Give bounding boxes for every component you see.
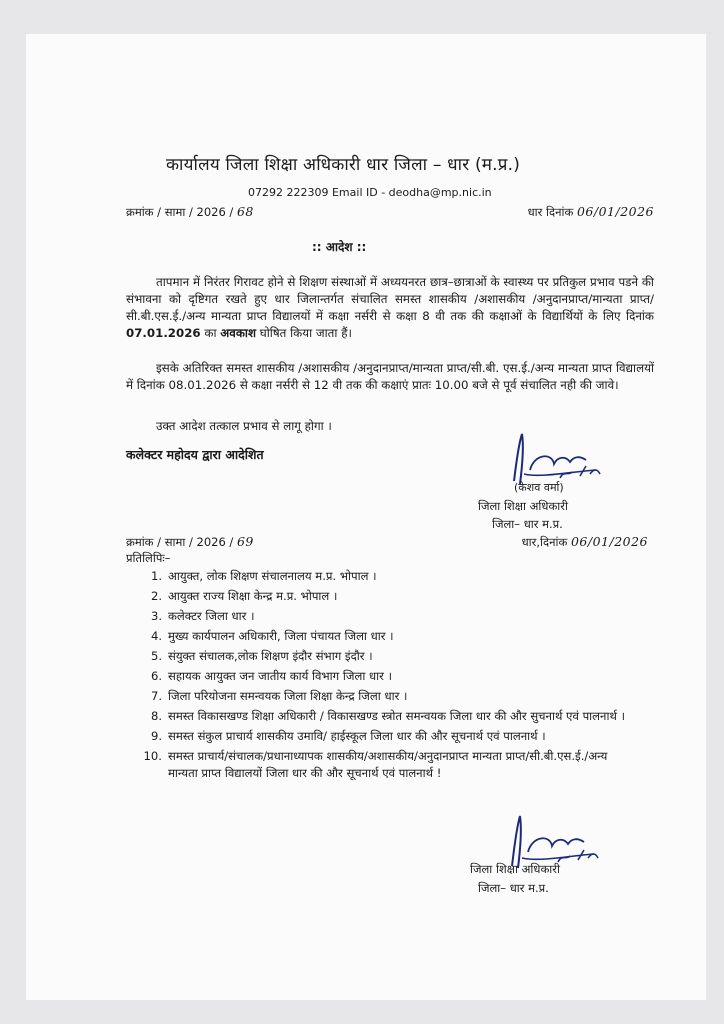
paragraph-3: उक्त आदेश तत्काल प्रभाव से लागू होगा । [156, 419, 332, 433]
copy-ref-prefix: क्रमांक / सामा / 2026 / [126, 535, 234, 549]
list-item: 1. आयुक्त, लोक शिक्षण संचालनालय म.प्र. भोपाल । [150, 569, 377, 583]
list-item: 2. आयुक्त राज्य शिक्षा केन्द्र म.प्र. भोपाल । [150, 589, 338, 603]
signatory-post-2: जिला शिक्षा अधिकारी [470, 862, 560, 876]
office-title: कार्यालय जिला शिक्षा अधिकारी धार जिला – धार (म.प्र.) [166, 155, 521, 175]
contact-line: 07292 222309 Email ID - deodha@mp.nic.in [248, 186, 492, 199]
paragraph-2: इसके अतिरिक्त समस्त शासकीय /अशासकीय /अनुदानप्राप्त/मान्यता प्राप्त/सी.बी. एस.ई./अन्य मान्यता प्राप्त विद्यालयों में दिनांक 08.01.2026 से कक्षा नर्सरी से 12 वी तक की कक्षाएं प्रातः 10.00 बजे से पूर्व संचालित नही की जावे। [126, 361, 654, 392]
list-item: 9. समस्त संकुल प्राचार्य शासकीय उमावि/ हाईस्कूल जिला धार की और सूचनार्थ एवं पालनार्थ । [150, 729, 546, 743]
order-date-value: 06/01/2026 [576, 204, 654, 219]
paragraph-1 [126, 274, 654, 342]
copy-date-prefix: धार,दिनांक [521, 535, 568, 549]
copies-label: प्रतिलिपिः– [126, 551, 171, 565]
para1-end: घोषित किया जाता हैं। [259, 326, 352, 340]
copy-reference [126, 534, 254, 550]
signatory-post: जिला शिक्षा अधिकारी [478, 499, 568, 513]
holiday-word: अवकाश [220, 326, 256, 340]
signatory-place-2: जिला– धार म.प्र. [478, 881, 549, 895]
signatory-name: (केशव वर्मा) [514, 481, 564, 494]
document-page [26, 34, 706, 1000]
holiday-date: 07.01.2026 [126, 326, 201, 340]
order-ref-prefix: क्रमांक / सामा / 2026 / [126, 205, 234, 219]
signatory-place: जिला– धार म.प्र. [492, 517, 563, 531]
list-item: 6. सहायक आयुक्त जन जातीय कार्य विभाग जिला धार । [150, 669, 392, 683]
copy-date-value: 06/01/2026 [570, 534, 648, 549]
copies-list [138, 568, 626, 785]
list-item: 8. समस्त विकासखण्ड शिक्षा अधिकारी / विकासखण्ड स्त्रोत समन्वयक जिला धार की और सुचनार्थ एवं पालनार्थ । [150, 709, 625, 723]
order-date [528, 204, 654, 220]
para1-mid: का [204, 326, 217, 340]
order-heading: :: आदेश :: [312, 240, 367, 254]
order-ref-number: 68 [236, 204, 254, 219]
copy-ref-number: 69 [236, 534, 254, 549]
list-item: 5. संयुक्त संचालक,लोक शिक्षण इंदौर संभाग इंदौर । [150, 649, 373, 663]
list-item: 3. कलेक्टर जिला धार । [150, 609, 255, 623]
list-item: 7. जिला परियोजना समन्वयक जिला शिक्षा केन्द्र जिला धार । [150, 689, 408, 703]
collector-order-line: कलेक्टर महोदय द्वारा आदेशित [126, 447, 264, 462]
para1-text: तापमान में निरंतर गिरावट होने से शिक्षण संस्थाओं में अध्ययनरत छात्र–छात्राओं के स्वास्थ्य पर प्रतिकुल प्रभाव पडने की संभावना को दृष्टिगत रखते हुए धार जिलान्तर्गत संचालित समस्त शासकीय /अशासकीय /अनुदानप्राप्त/मान्यता प्राप्त/सी.बी.एस.ई./अन्य मान्यता प्राप्त विद्यालयों में कक्षा नर्सरी से कक्षा 8 वी तक की कक्षाओं के विद्यार्थियों के लिए दिनांक [126, 275, 654, 323]
list-item: 4. मुख्य कार्यपालन अधिकारी, जिला पंचायत जिला धार । [150, 629, 394, 643]
order-reference [126, 204, 254, 220]
list-item: 10. समस्त प्राचार्य/संचालक/प्रधानाध्यापक शासकीय/अशासकीय/अनुदानप्राप्त मान्यता प्राप्त/सी.बी.एस.ई./अन्य मान्यता प्राप्त विद्यालयों जिला धार की और सूचनार्थ एवं पालनार्थ ! [143, 749, 608, 780]
order-date-prefix: धार दिनांक [527, 205, 574, 219]
copy-date [522, 534, 648, 550]
